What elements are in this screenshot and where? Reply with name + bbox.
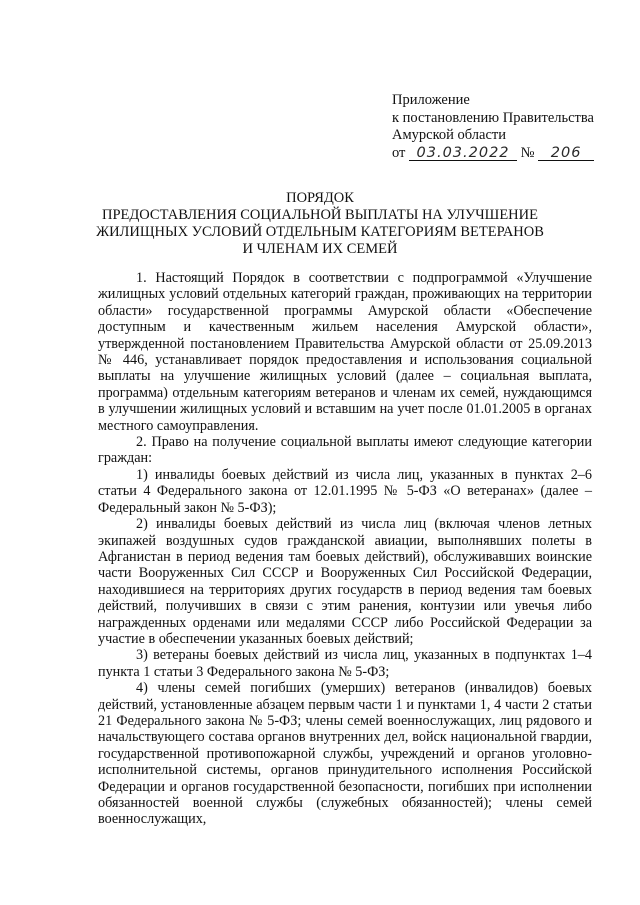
paragraph: 1. Настоящий Порядок в соответствии с подпрограммой «Улучшение жилищных условий отдельных категорий граждан, проживающих на территории области» государственной программы Амурской области «Обеспечение доступным и качественным жильем населения Амурской области», утвержденной постановлением Правительства Амурской области от 25.09.2013 № 446, устанавливает порядок предоставления и использования социальной выплаты на улучшение жилищных условий (далее – социальная выплата, программа) отдельным категориям ветеранов и членам их семей, нуждающимся в улучшении жилищных условий и вставшим на учет после 01.01.2005 в органах местного самоуправления.	[98, 270, 592, 434]
paragraph: 2. Право на получение социальной выплаты имеют следующие категории граждан:	[98, 434, 592, 467]
handwritten-number: 206	[538, 146, 594, 161]
annex-line-3: Амурской области	[392, 127, 506, 143]
number-prefix: №	[520, 144, 535, 161]
paragraph: 4) члены семей погибших (умерших) ветеранов (инвалидов) боевых действий, установленные абзацем первым части 1 и пунктами 1, 4 части 2 статьи 21 Федерального закона № 5-ФЗ; члены семей военнослужащих, лиц рядового и начальствующего состава органов внутренних дел, войск национальной гвардии, государственной противопожарной службы, учреждений и органов уголовно-исполнительной системы, органов принудительного исполнения Российской Федерации и органов государственной безопасности, погибших при исполнении обязанностей военной службы (служебных обязанностей); члены семей военнослужащих,	[98, 680, 592, 828]
title-line-1: ПОРЯДОК	[286, 190, 354, 206]
handwritten-date: 03.03.2022	[409, 146, 517, 161]
annex-date-number-line	[392, 145, 594, 163]
title-line-2: ПРЕДОСТАВЛЕНИЯ СОЦИАЛЬНОЙ ВЫПЛАТЫ НА УЛУЧШЕНИЕ	[102, 207, 538, 223]
title-line-4: И ЧЛЕНАМ ИХ СЕМЕЙ	[242, 241, 398, 257]
paragraph: 2) инвалиды боевых действий из числа лиц (включая членов летных экипажей воздушных судов гражданской авиации, выполнявших полеты в Афганистан в период ведения там боевых действий), обслуживавших воинские части Вооруженных Сил СССР и Вооруженных Сил Российской Федерации, находившиеся на территориях других государств в период ведения там боевых действий, получивших в связи с этим ранения, контузии или увечья либо награжденных орденами или медалями СССР либо Российской Федерации за участие в обеспечении указанных боевых действий;	[98, 516, 592, 647]
date-prefix: от	[392, 144, 406, 161]
title-line-3: ЖИЛИЩНЫХ УСЛОВИЙ ОТДЕЛЬНЫМ КАТЕГОРИЯМ ВЕТЕРАНОВ	[96, 224, 544, 240]
annex-line-2: к постановлению Правительства	[392, 109, 594, 126]
annex-line-1: Приложение	[392, 92, 470, 108]
document-body	[98, 270, 592, 828]
paragraph: 1) инвалиды боевых действий из числа лиц, указанных в пунктах 2–6 статьи 4 Федерального закона от 12.01.1995 № 5-ФЗ «О ветеранах» (далее – Федеральный закон № 5-ФЗ);	[98, 466, 592, 516]
annex-block	[392, 92, 594, 162]
paragraph: 3) ветераны боевых действий из числа лиц, указанных в подпунктах 1–4 пункта 1 статьи 3 Федерального закона № 5-ФЗ;	[98, 647, 592, 680]
document-title	[0, 190, 640, 258]
